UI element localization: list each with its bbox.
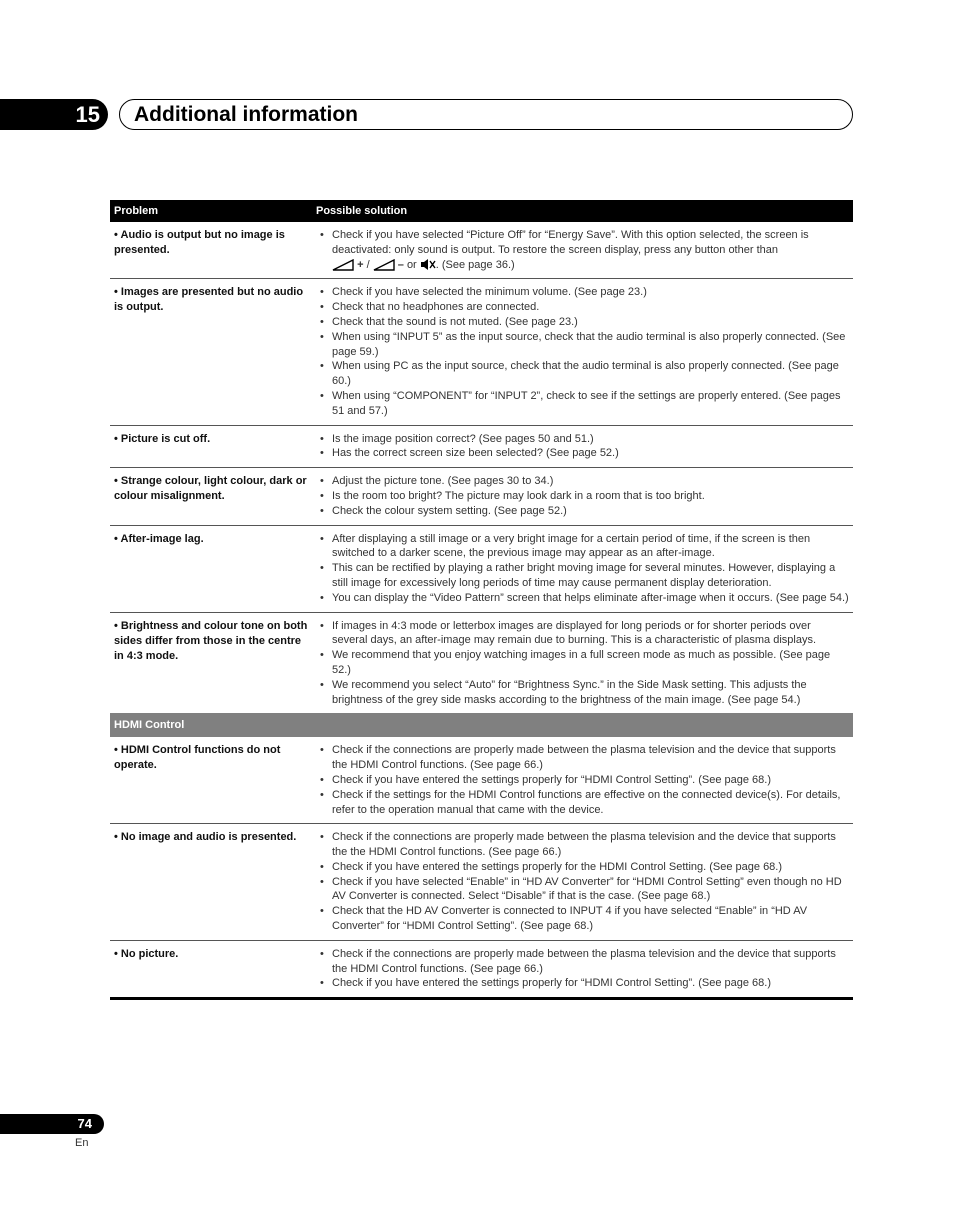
solution-text: Check that no headphones are connected. bbox=[332, 301, 540, 314]
solution-text: This can be rectified by playing a rather bright moving image for several minutes. However, displaying a still image for excessively long periods of time may cause permanent display deterioration. bbox=[332, 562, 836, 589]
solution-text: We recommend you select “Auto” for “Brightness Sync.” in the Side Mask setting. This adjusts the brightness of the grey side masks according to the brightness of the main image. (See page 54.) bbox=[332, 678, 807, 706]
plus-sign: + bbox=[357, 258, 364, 271]
solution-text: When using “INPUT 5” as the input source, check that the audio terminal is also properly connected. (See page 59.) bbox=[332, 330, 846, 358]
solution-item bbox=[316, 359, 853, 389]
table-row bbox=[110, 278, 853, 424]
solution-list bbox=[316, 228, 853, 272]
solution-list bbox=[316, 743, 853, 817]
solution-text: We recommend that you enjoy watching images in a full screen mode as much as possible. (See page 52.) bbox=[332, 649, 831, 676]
solution-text: Check if you have selected “Enable” in “HD AV Converter” for “HDMI Control Setting” even though no HD AV Converter is connected. Select “Disable” if that is the case. (See page 68.) bbox=[332, 875, 842, 903]
table-row bbox=[110, 425, 853, 468]
solution-item bbox=[316, 561, 853, 591]
solution-item bbox=[316, 504, 853, 519]
problem-cell: • Images are presented but no audio is output. bbox=[114, 286, 304, 314]
section-hdmi-control: HDMI Control bbox=[110, 713, 853, 737]
solution-item bbox=[316, 976, 853, 991]
solution-text: Check if the settings for the HDMI Control functions are effective on the connected device(s). For details, refer to the operation manual that came with the device. bbox=[332, 788, 841, 816]
header-problem: Problem bbox=[114, 205, 159, 217]
solution-item bbox=[316, 389, 853, 419]
solution-text: Check if you have entered the settings properly for “HDMI Control Setting”. (See page 68.) bbox=[332, 977, 771, 990]
table-row bbox=[110, 823, 853, 940]
solution-text: Check that the sound is not muted. (See page 23.) bbox=[332, 315, 578, 328]
chapter-number: 15 bbox=[0, 99, 108, 130]
solution-text: Check if the connections are properly made between the plasma television and the device that supports the HDMI Control functions. (See page 66.) bbox=[332, 744, 836, 772]
solution-text: When using PC as the input source, check that the audio terminal is also properly connected. (See page 60.) bbox=[332, 360, 839, 388]
solution-text: Is the image position correct? (See pages 50 and 51.) bbox=[332, 432, 594, 445]
slash: / bbox=[366, 258, 370, 271]
solution-item bbox=[316, 532, 853, 562]
table-row bbox=[110, 612, 853, 714]
solution-text: Check the colour system setting. (See page 52.) bbox=[332, 504, 567, 517]
solution-item bbox=[316, 648, 853, 678]
solution-text: Check if you have entered the settings properly for “HDMI Control Setting”. (See page 68.) bbox=[332, 773, 771, 786]
solution-text: Check if you have selected “Picture Off” for “Energy Save”. With this option selected, the screen is deactivated: only sound is output. To restore the screen display, press any button other than bbox=[332, 229, 809, 256]
solution-item bbox=[316, 300, 853, 315]
solution-text: If images in 4:3 mode or letterbox images are displayed for long periods or for shorter periods over several days, an after-image may remain due to burning. This is a characteristic of plasma displays. bbox=[332, 619, 817, 647]
table-row bbox=[110, 940, 853, 997]
language-code: En bbox=[75, 1137, 89, 1149]
solution-item bbox=[316, 315, 853, 330]
solution-text: You can display the “Video Pattern” screen that helps eliminate after-image when it occurs. (See page 54.) bbox=[332, 591, 849, 604]
solution-item bbox=[316, 489, 853, 504]
button-symbols-line bbox=[332, 258, 849, 273]
solution-text: Check if the connections are properly made between the plasma television and the device that supports the HDMI Control functions. (See page 66.) bbox=[332, 947, 836, 975]
solution-list bbox=[316, 432, 853, 462]
solution-item bbox=[316, 947, 853, 977]
or-text: or bbox=[406, 258, 417, 271]
problem-cell: • Audio is output but no image is presented. bbox=[114, 229, 285, 256]
solution-item bbox=[316, 904, 853, 934]
chapter-title: Additional information bbox=[119, 99, 853, 130]
solution-item bbox=[316, 432, 853, 447]
solution-list bbox=[316, 947, 853, 991]
header-solution: Possible solution bbox=[316, 205, 408, 217]
solution-item bbox=[316, 446, 853, 461]
solution-text: When using “COMPONENT” for “INPUT 2”, check to see if the settings are properly entered. (See pages 51 and 57.) bbox=[332, 389, 841, 417]
page-number: 74 bbox=[0, 1114, 104, 1134]
solution-item bbox=[316, 474, 853, 489]
solution-text: Check if the connections are properly made between the plasma television and the device that supports the the HDMI Control functions. (See page 66.) bbox=[332, 831, 836, 859]
mute-icon bbox=[420, 258, 436, 271]
table-group-general bbox=[110, 222, 853, 713]
solution-text: Check if you have entered the settings properly for the HDMI Control Setting. (See page 68.) bbox=[332, 860, 783, 873]
minus-sign: – bbox=[397, 258, 404, 271]
solution-list bbox=[316, 474, 853, 518]
problem-cell: • No picture. bbox=[114, 947, 179, 960]
troubleshooting-table bbox=[110, 200, 853, 1000]
volume-icon bbox=[332, 259, 354, 271]
problem-cell: • Picture is cut off. bbox=[114, 432, 211, 445]
solution-item bbox=[316, 678, 853, 708]
problem-cell: • Strange colour, light colour, dark or colour misalignment. bbox=[114, 475, 307, 503]
solution-item bbox=[316, 743, 853, 773]
solution-text: Is the room too bright? The picture may look dark in a room that is too bright. bbox=[332, 489, 705, 502]
solution-item bbox=[316, 591, 853, 606]
solution-item bbox=[316, 773, 853, 788]
solution-text: Adjust the picture tone. (See pages 30 to 34.) bbox=[332, 475, 554, 488]
solution-text: Has the correct screen size been selected? (See page 52.) bbox=[332, 447, 619, 460]
problem-cell: • HDMI Control functions do not operate. bbox=[114, 744, 281, 772]
solution-item bbox=[316, 788, 853, 818]
solution-item bbox=[316, 860, 853, 875]
solution-list bbox=[316, 830, 853, 934]
solution-item bbox=[316, 619, 853, 649]
table-row bbox=[110, 467, 853, 524]
solution-text: Check that the HD AV Converter is connected to INPUT 4 if you have selected “Enable” in “HD AV Converter” for “HDMI Control Setting”. (See page 68.) bbox=[332, 905, 808, 933]
solution-list bbox=[316, 532, 853, 606]
solution-item bbox=[316, 228, 853, 272]
problem-cell: • Brightness and colour tone on both sides differ from those in the centre in 4:3 mode. bbox=[114, 619, 308, 662]
table-row bbox=[110, 222, 853, 278]
solution-item bbox=[316, 285, 853, 300]
solution-list bbox=[316, 619, 853, 708]
solution-list bbox=[316, 285, 853, 418]
solution-item bbox=[316, 830, 853, 860]
table-row bbox=[110, 525, 853, 612]
page-ref: . (See page 36.) bbox=[435, 258, 515, 271]
problem-cell: • After-image lag. bbox=[114, 532, 204, 545]
solution-item bbox=[316, 330, 853, 360]
volume-icon bbox=[373, 259, 395, 271]
table-row bbox=[110, 737, 853, 823]
table-group-hdmi bbox=[110, 737, 853, 997]
solution-item bbox=[316, 875, 853, 905]
solution-text: Check if you have selected the minimum volume. (See page 23.) bbox=[332, 286, 647, 299]
table-header bbox=[110, 200, 853, 222]
solution-text: After displaying a still image or a very bright image for a certain period of time, if the screen is then switched to a darker scene, the previous image may appear as an after-image. bbox=[332, 532, 811, 560]
problem-cell: • No image and audio is presented. bbox=[114, 831, 297, 844]
